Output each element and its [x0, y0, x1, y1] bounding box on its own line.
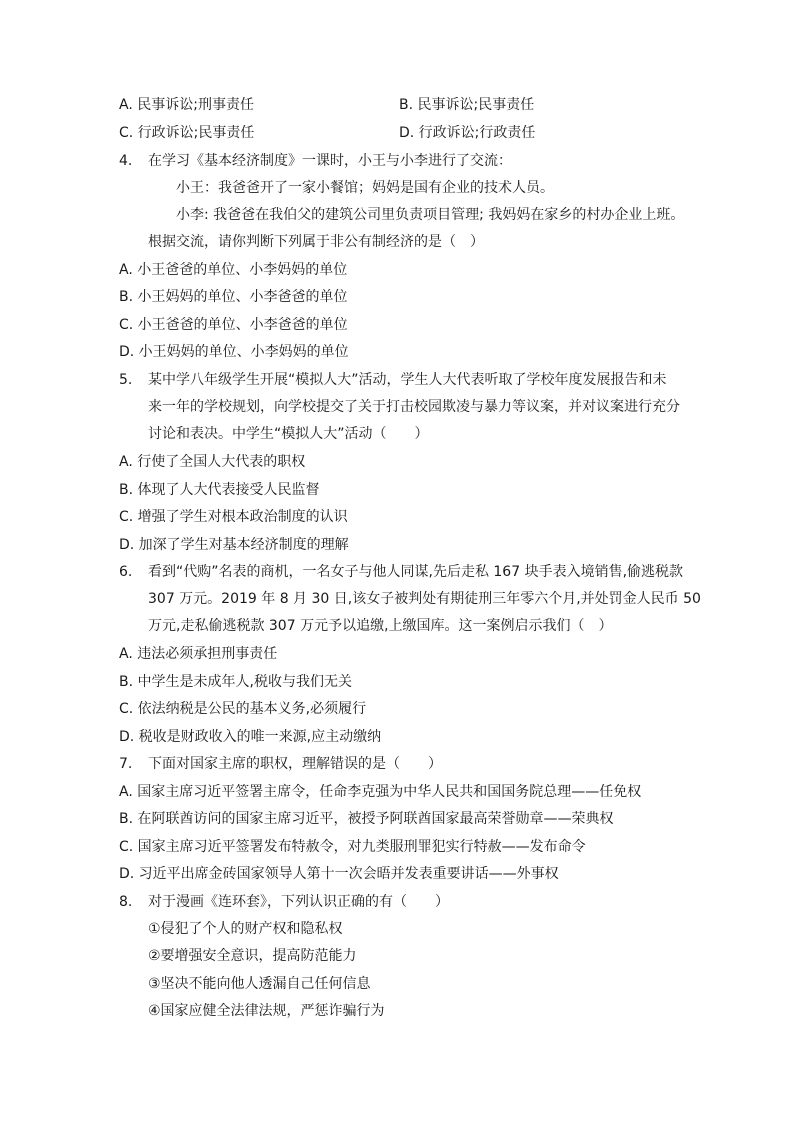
- q6-option-c: C. 依法纳税是公民的基本义务,必须履行: [119, 701, 367, 717]
- q5-option-d: D. 加深了学生对基本经济制度的理解: [119, 537, 349, 553]
- q5-option-b: B. 体现了人大代表接受人民监督: [119, 482, 320, 498]
- q6-option-b: B. 中学生是未成年人,税收与我们无关: [119, 674, 352, 690]
- q3-option-c: C. 行政诉讼;民事责任: [119, 125, 255, 141]
- q4-dialog-xiaoli: 小李: 我爸爸在我伯父的建筑公司里负责项目管理; 我妈妈在家乡的村办企业上班。: [176, 207, 685, 223]
- q6-stem-line: 万元,走私偷逃税款 307 万元予以追缴,上缴国库。这一案例启示我们（ ）: [148, 618, 613, 634]
- q7-option-d: D. 习近平出席金砖国家领导人第十一次会晤并发表重要讲话——外事权: [119, 866, 559, 882]
- q5-stem-line: 某中学八年级学生开展“模拟人大”活动，学生人大代表听取了学校年度发展报告和未: [148, 372, 667, 388]
- q8-item: ③坚决不能向他人透漏自己任何信息: [148, 976, 371, 992]
- q8-number: 8.: [119, 894, 133, 910]
- q6-number: 6.: [119, 564, 133, 580]
- q8-item: ①侵犯了个人的财产权和隐私权: [148, 921, 343, 937]
- q5-stem-line: 讨论和表决。中学生“模拟人大”活动（ ）: [148, 426, 429, 442]
- q4-number: 4.: [119, 153, 133, 169]
- q5-number: 5.: [119, 372, 133, 388]
- q3-option-d: D. 行政诉讼;行政责任: [399, 125, 536, 141]
- q6-option-a: A. 违法必须承担刑事责任: [119, 646, 278, 662]
- q6-stem-line: 307 万元。2019 年 8 月 30 日,该女子被判处有期徒刑三年零六个月,并处罚金人民币 50: [148, 591, 701, 607]
- q5-option-a: A. 行使了全国人大代表的职权: [119, 454, 306, 470]
- q4-option-d: D. 小王妈妈的单位、小李妈妈的单位: [119, 344, 349, 360]
- q7-number: 7.: [119, 756, 133, 772]
- q8-item: ④国家应健全法律法规，严惩诈骗行为: [148, 1003, 385, 1019]
- q3-option-a: A. 民事诉讼;刑事责任: [119, 97, 254, 113]
- q4-option-c: C. 小王爸爸的单位、小李爸爸的单位: [119, 317, 348, 333]
- q3-option-b: B. 民事诉讼;民事责任: [399, 97, 535, 113]
- q5-option-c: C. 增强了学生对根本政治制度的认识: [119, 509, 348, 525]
- q5-stem-line: 来一年的学校规划，向学校提交了关于打击校园欺凌与暴力等议案，并对议案进行充分: [148, 399, 680, 415]
- q8-item: ②要增强安全意识，提高防范能力: [148, 948, 357, 964]
- q6-stem-line: 看到“代购”名表的商机，一名女子与他人同谋,先后走私 167 块手表入境销售,偷逃税款: [148, 564, 684, 580]
- q7-stem: 下面对国家主席的职权，理解错误的是（ ）: [148, 756, 442, 772]
- q7-option-c: C. 国家主席习近平签署发布特赦令，对九类服刑罪犯实行特赦——发布命令: [119, 839, 586, 855]
- q4-dialog-xiaowang: 小王：我爸爸开了一家小餐馆；妈妈是国有企业的技术人员。: [176, 180, 554, 196]
- q7-option-b: B. 在阿联酋访问的国家主席习近平，被授予阿联酋国家最高荣誉勋章——荣典权: [119, 811, 614, 827]
- q6-option-d: D. 税收是财政收入的唯一来源,应主动缴纳: [119, 729, 382, 745]
- q4-question: 根据交流，请你判断下列属于非公有制经济的是（ ）: [148, 234, 484, 250]
- q4-option-a: A. 小王爸爸的单位、小李妈妈的单位: [119, 262, 348, 278]
- q7-option-a: A. 国家主席习近平签署主席令，任命李克强为中华人民共和国国务院总理——任免权: [119, 784, 642, 800]
- q8-stem: 对于漫画《连环套》，下列认识正确的有（ ）: [148, 894, 449, 910]
- q4-option-b: B. 小王妈妈的单位、小李爸爸的单位: [119, 289, 348, 305]
- q4-stem: 在学习《基本经济制度》一课时，小王与小李进行了交流：: [148, 153, 512, 169]
